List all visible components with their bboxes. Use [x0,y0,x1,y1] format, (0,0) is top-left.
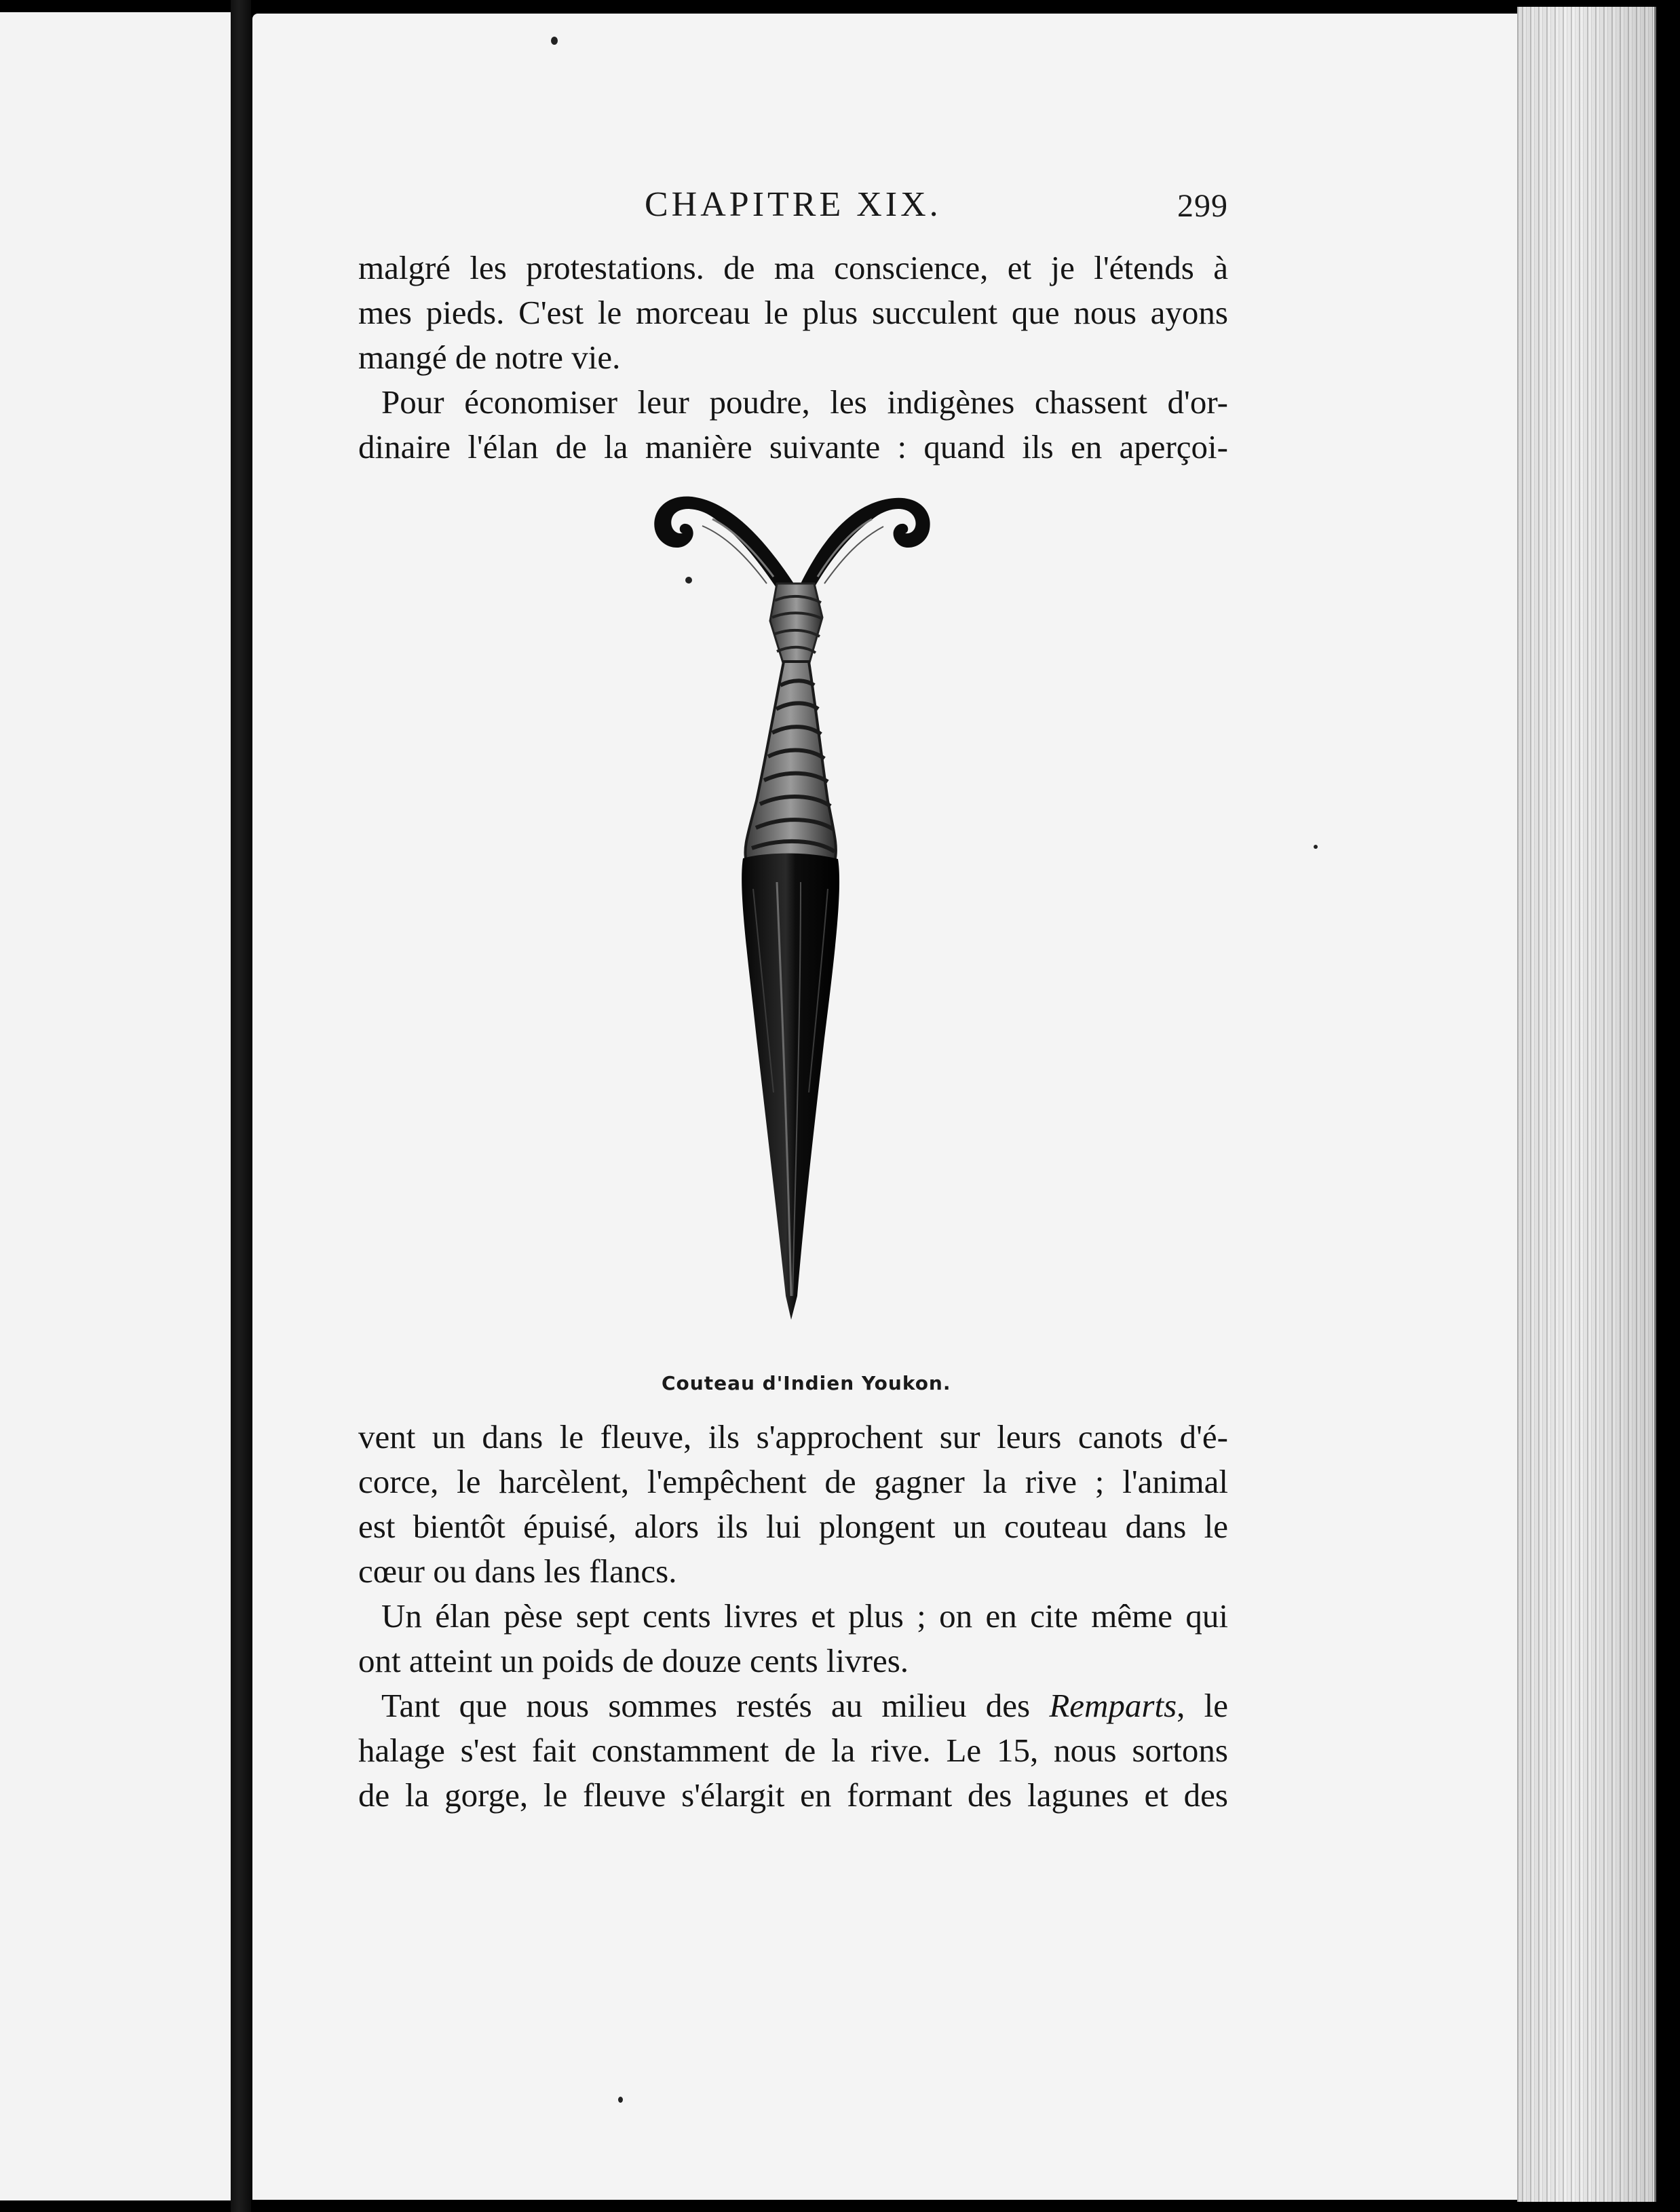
text-run: , le [1177,1687,1228,1724]
text-line: vent un dans le fleuve, ils s'approchent sur leurs canots d'é- [358,1418,1228,1455]
blade [742,854,839,1320]
italic-run: Remparts [1049,1687,1177,1724]
page-number: 299 [1177,188,1228,224]
paragraph [358,246,1228,380]
text-line: mes pieds. C'est le morceau le plus succulent que nous ayons [358,294,1228,331]
right-volute [801,498,930,594]
text-line: cœur ou dans les flancs. [358,1552,677,1590]
running-head: CHAPITRE XIX. [645,185,942,224]
paragraph [358,380,1228,470]
book-gutter [231,0,251,2212]
speck [551,37,558,45]
text-line: de la gorge, le fleuve s'élargit en formant des lagunes et des [358,1776,1228,1814]
text-line: mangé de notre vie. [358,339,621,376]
text-line: est bientôt épuisé, alors ils lui plongent un couteau dans le [358,1508,1228,1545]
speck [618,2097,623,2103]
text-run: Tant que nous sommes restés au milieu des [381,1687,1050,1724]
text-line: Pour économiser leur poudre, les indigènes chassent d'or- [381,383,1228,421]
text-line [358,1683,1228,1728]
text-block-top [358,246,1228,470]
figure-caption: Couteau d'Indien Youkon. [662,1372,951,1394]
paragraph [358,1594,1228,1683]
text-line: Un élan pèse sept cents livres et plus ; on en cite même qui [381,1597,1228,1635]
left-volute [654,497,794,594]
text-line: malgré les protestations. de ma conscience, et je l'étends à [358,249,1228,286]
paragraph [358,1415,1228,1594]
text-line: halage s'est fait constamment de la rive. Le 15, nous sortons [358,1732,1228,1769]
wrapped-grip [745,662,836,862]
text-block-bottom [358,1415,1228,1818]
text-line: corce, le harcèlent, l'empêchent de gagner la rive ; l'animal [358,1463,1228,1500]
speck [1314,845,1318,849]
previous-page [0,12,232,2200]
text-line: ont atteint un poids de douze cents livres. [358,1642,909,1679]
neck-lashing [770,584,822,665]
page-edges-shade [1517,7,1653,2202]
knife-illustration [631,482,970,1364]
text-line: dinaire l'élan de la manière suivante : quand ils en aperçoi- [358,428,1228,465]
paragraph [358,1683,1228,1818]
